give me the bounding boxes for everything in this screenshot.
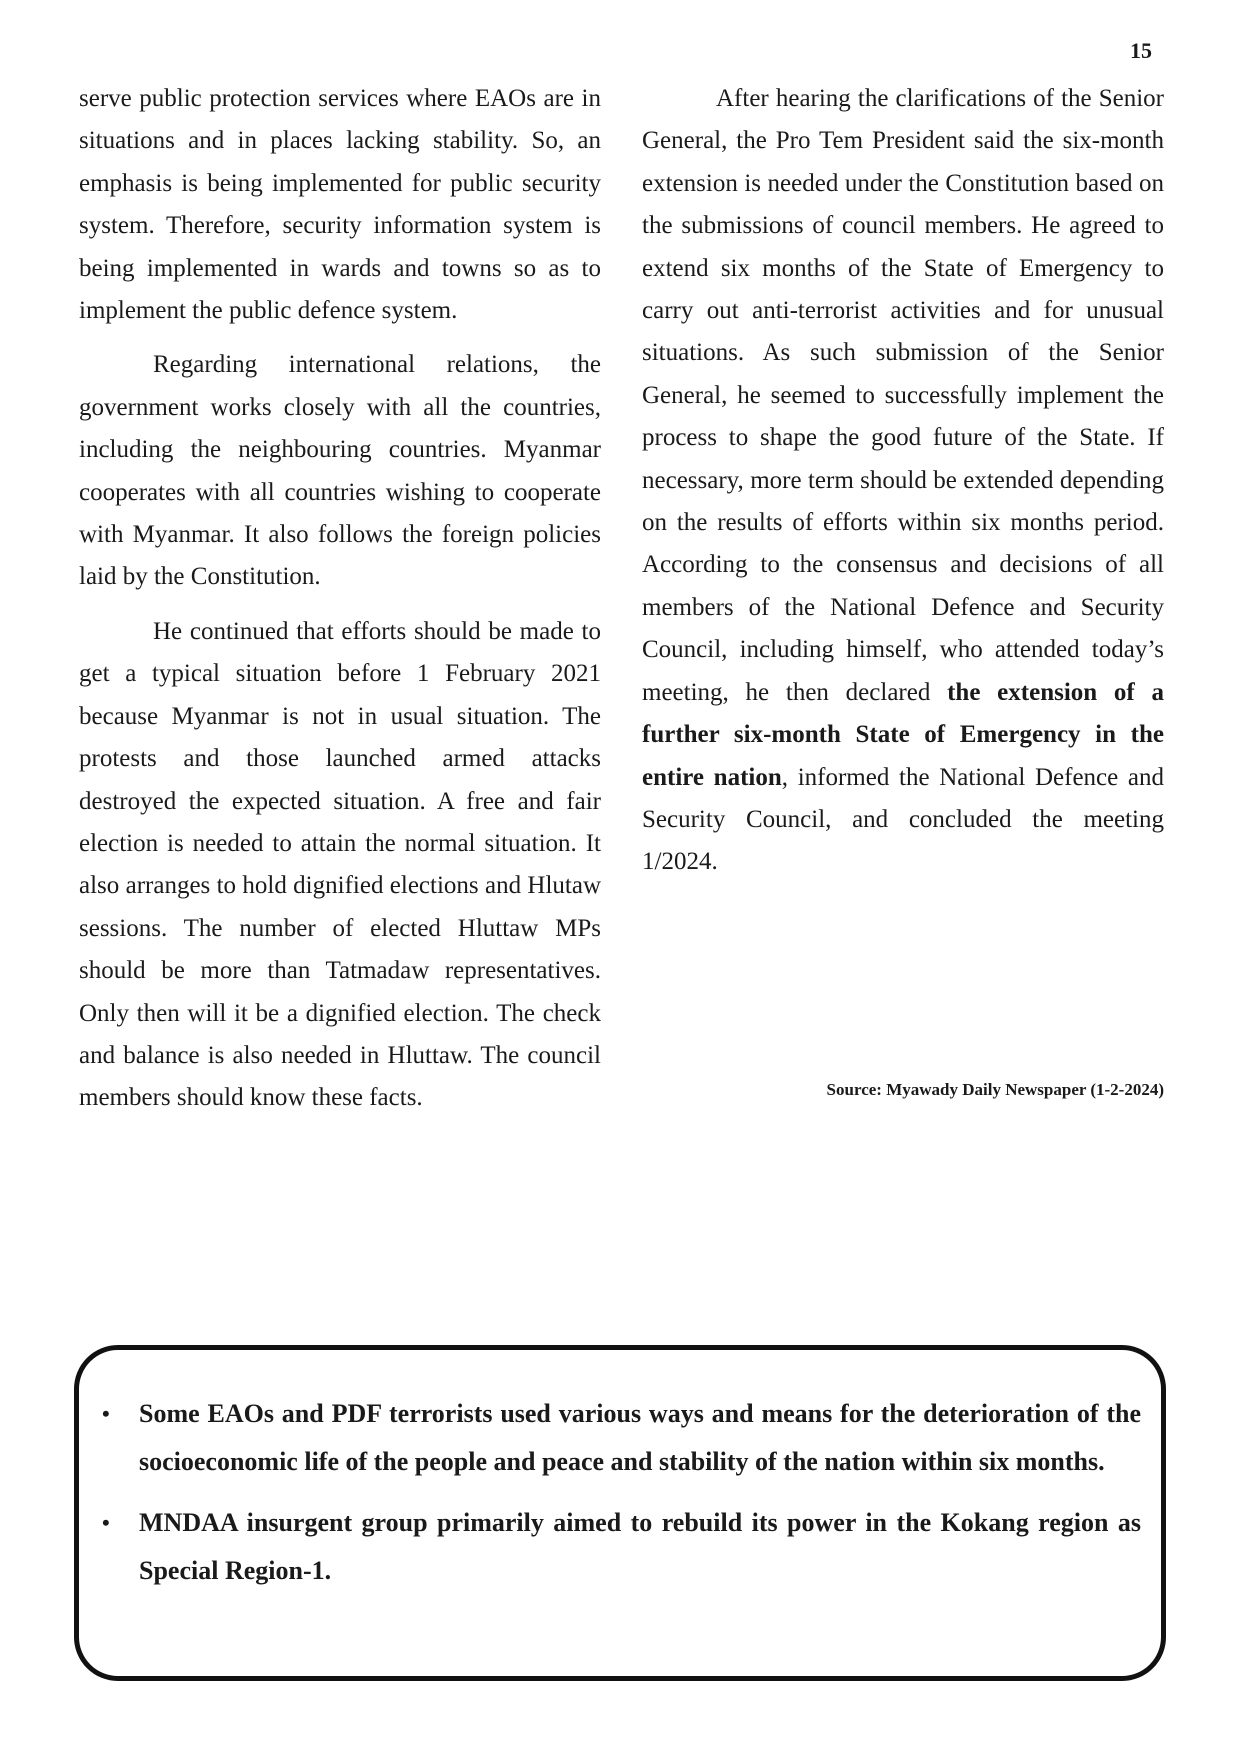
page-number: 15	[1130, 38, 1152, 63]
right-column	[642, 78, 1164, 896]
paragraph	[642, 78, 1164, 884]
callout-text: MNDAA insurgent group primarily aimed to rebuild its power in the Kokang region as Special Region-1.	[139, 1508, 1141, 1585]
paragraph-text: , informed the National Defence and Security Council, and concluded the meeting 1/2024.	[642, 763, 1164, 876]
paragraph: He continued that efforts should be made to get a typical situation before 1 February 2021 because Myanmar is not in usual situation. The protests and those launched armed attacks destroyed the expected situation. A free and fair election is needed to attain the normal situation. It also arranges to hold dignified elections and Hlutaw sessions. The number of elected Hluttaw MPs should be more than Tatmadaw representatives. Only then will it be a dignified election. The check and balance is also needed in Hluttaw. The council members should know these facts.	[79, 617, 601, 1112]
bold-declaration: the extension of a further six-month State of Emergency in the entire nation	[642, 678, 1165, 791]
bullet-icon: •	[102, 1401, 110, 1426]
left-column	[79, 78, 601, 1132]
callout-text: Some EAOs and PDF terrorists used various ways and means for the deterioration of the socioeconomic life of the people and peace and stability of the nation within six months.	[139, 1399, 1141, 1476]
callout-list	[102, 1390, 1141, 1608]
callout-item	[102, 1390, 1141, 1485]
bullet-icon: •	[102, 1510, 110, 1535]
paragraph: Regarding international relations, the government works closely with all the countries, including the neighbouring countries. Myanmar cooperates with all countries wishing to cooperate with Myanmar. It also follows the foreign policies laid by the Constitution.	[79, 351, 601, 591]
paragraph: serve public protection services where EAOs are in situations and in places lacking stability. So, an emphasis is being implemented for public security system. Therefore, security information system is being implemented in wards and towns so as to implement the public defence system.	[79, 85, 601, 325]
callout-item	[102, 1499, 1141, 1594]
source-citation: Source: Myawady Daily Newspaper (1-2-2024)	[826, 1080, 1164, 1099]
callout-box	[74, 1345, 1166, 1681]
paragraph-text: After hearing the clarifications of the Senior General, the Pro Tem President said the six-month extension is needed under the Constitution based on the submissions of council members. He agreed to extend six months of the State of Emergency to carry out anti-terrorist activities and for unusual situations. As such submission of the Senior General, he seemed to successfully implement the process to shape the good future of the State. If necessary, more term should be extended depending on the results of efforts within six months period. According to the consensus and decisions of all members of the National Defence and Security Council, including himself, who attended today’s meeting, he then declared	[642, 85, 1164, 706]
